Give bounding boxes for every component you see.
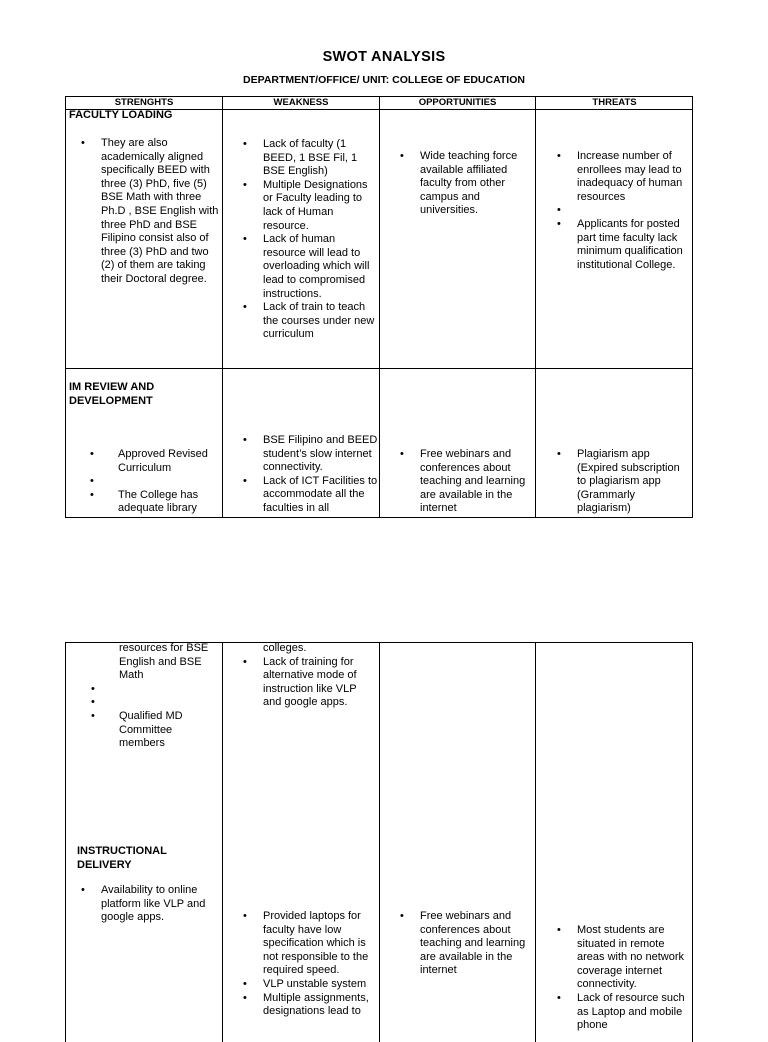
list-item-continued: colleges. [263, 642, 307, 654]
list-item: • The College has adequate library [90, 489, 220, 516]
list-item: • Provided laptops for faculty have low specification which is not responsible to the required speed. [243, 910, 377, 978]
list-item-continued: resources for BSE English and BSE Math [119, 642, 209, 682]
list-item: • Approved Revised Curriculum [90, 448, 220, 475]
list-item: • Lack of human resource will lead to overloading which will lead to compromised instructions. [243, 233, 377, 301]
faculty-threats [557, 150, 691, 272]
header-weakness: WEAKNESS [273, 97, 329, 108]
im-strengths-page1 [90, 448, 220, 516]
list-item: • Most students are situated in remote areas with no network coverage internet connectivity. [557, 924, 691, 992]
list-item: • Applicants for posted part time faculty lack minimum qualification institutional College. [557, 218, 691, 272]
instructional-opportunities [400, 910, 528, 978]
im-opportunities [400, 448, 528, 516]
list-item: • Qualified MD Committee members [91, 710, 219, 751]
list-item: • Lack of ICT Facilities to accommodate all the faculties in all [243, 475, 379, 516]
instructional-threats [557, 924, 691, 1033]
faculty-strengths [81, 137, 219, 287]
header-threats: THREATS [592, 97, 637, 108]
list-item: • BSE Filipino and BEED student’s slow internet connectivity. [243, 434, 379, 475]
header-opportunities: OPPORTUNITIES [418, 97, 497, 108]
document-title: SWOT ANALYSIS [322, 49, 446, 65]
list-item: • Lack of training for alternative mode of instruction like VLP and google apps. [243, 656, 377, 710]
document-subtitle: DEPARTMENT/OFFICE/ UNIT: COLLEGE OF EDUCATION [243, 74, 525, 86]
list-item: • VLP unstable system [243, 978, 377, 992]
section-instructional-delivery: INSTRUCTIONAL DELIVERY [77, 845, 167, 871]
list-item: • Lack of train to teach the courses under new curriculum [243, 301, 377, 342]
list-item: • Increase number of enrollees may lead to inadequacy of human resources [557, 150, 691, 204]
list-item: • Lack of resource such as Laptop and mobile phone [557, 992, 691, 1033]
list-item: • Multiple assignments, designations lead to [243, 992, 377, 1019]
list-item: • Plagiarism app (Expired subscription to plagiarism app (Grammarly plagiarism) [557, 448, 691, 516]
list-item: • Lack of faculty (1 BEED, 1 BSE Fil, 1 BSE English) [243, 138, 377, 179]
instructional-strengths [81, 884, 219, 925]
list-item: • Free webinars and conferences about teaching and learning are available in the internet [400, 448, 528, 516]
list-item: • Availability to online platform like VLP and google apps. [81, 884, 219, 925]
instructional-weakness [243, 910, 377, 1019]
im-threats [557, 448, 691, 516]
section-faculty-loading: FACULTY LOADING [69, 109, 173, 121]
faculty-weakness [243, 138, 377, 342]
list-item: • Wide teaching force available affiliated faculty from other campus and universities. [400, 150, 528, 218]
im-weakness-page1 [243, 434, 379, 516]
section-im-review: IM REVIEW AND DEVELOPMENT [69, 381, 155, 407]
list-item: • They are also academically aligned specifically BEED with three (3) PhD, five (5) BSE Math with three Ph.D , BSE English with three PhD and BSE Filipino consist also of three (3) PhD and two (2) of them are taking their Doctoral degree. [81, 137, 219, 287]
faculty-opportunities [400, 150, 528, 218]
im-strengths-page2 [91, 642, 219, 751]
im-weakness-page2 [243, 642, 377, 710]
list-item: • Multiple Designations or Faculty leading to lack of Human resource. [243, 179, 377, 233]
header-strengths: STRENGHTS [114, 97, 174, 108]
list-item: • Free webinars and conferences about teaching and learning are available in the internet [400, 910, 528, 978]
